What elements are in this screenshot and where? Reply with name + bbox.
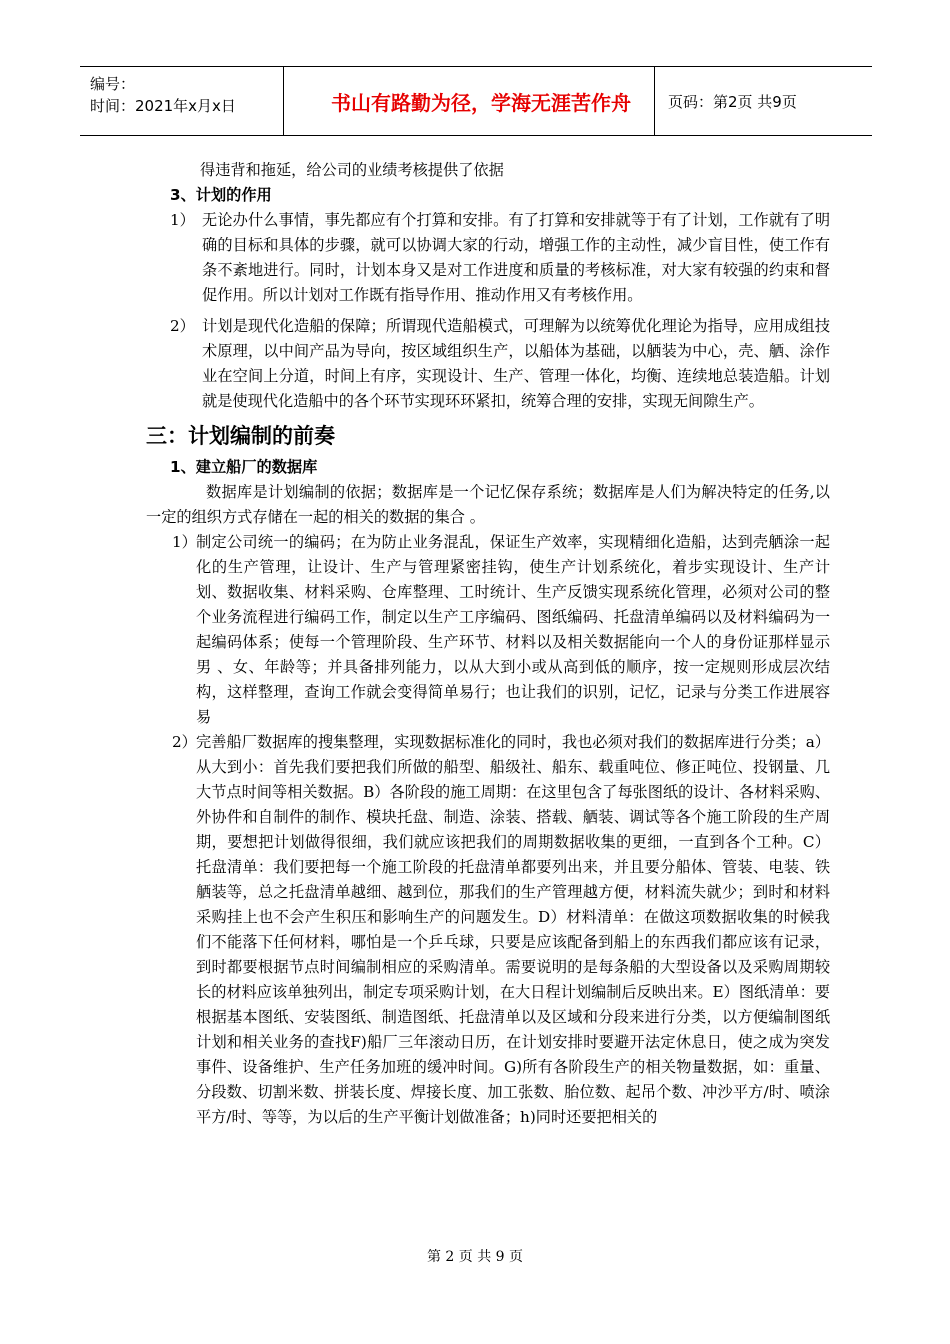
list-item-number: 2） xyxy=(172,733,197,751)
document-body xyxy=(140,158,830,1130)
document-number-label: 编号： xyxy=(90,75,136,93)
section-3-title: 3、计划的作用 xyxy=(170,186,272,204)
subsection-title: 1、建立船厂的数据库 xyxy=(170,458,318,476)
page-footer: 第 2 页 共 9 页 xyxy=(426,1249,524,1265)
continued-paragraph: 得违背和拖延，给公司的业绩考核提供了依据 xyxy=(200,161,504,179)
section-heading: 三：计划编制的前奏 xyxy=(146,424,335,448)
header-divider-right xyxy=(654,67,655,135)
list-item-text: 制定公司统一的编码；在为防止业务混乱，保证生产效率，实现精细化造船，达到壳舾涂一起化的生产管理，让设计、生产与管理紧密挂钩，使生产计划系统化，着步实现设计、生产计划、数据收集、材料采购、仓库整理、工时统计、生产反馈实现系统化管理，必须对公司的整个业务流程进行编码工作，制定以生产工序编码、图纸编码、托盘清单编码以及材料编码为一起编码体系；使每一个管理阶段、生产环节、材料以及相关数据能向一个人的身份证那样显示男 、女、年龄等；并具备排列能力，以从大到小或从高到低的顺序，按一定规则形成层次结构，这样整理，查询工作就会变得简单易行；也让我们的识别，记忆，记录与分类工作进展容易 xyxy=(196,533,830,726)
list-item-text: 计划是现代化造船的保障；所谓现代造船模式，可理解为以统筹优化理论为指导，应用成组技术原理，以中间产品为导向，按区域组织生产，以船体为基础，以舾装为中心，壳、舾、涂作业在空间上分道，时间上有序，实现设计、生产、管理一体化，均衡、连续地总装造船。计划就是使现代化造船中的各个环节实现环环紧扣，统筹合理的安排，实现无间隙生产。 xyxy=(202,317,830,410)
page-header xyxy=(80,66,872,136)
intro-paragraph: 数据库是计划编制的依据；数据库是一个记忆保存系统；数据库是人们为解决特定的任务,以一定的组织方式存储在一起的相关的数据的集合 。 xyxy=(146,483,830,526)
list-item xyxy=(140,208,830,308)
list-item-number: 1） xyxy=(172,533,197,551)
header-motto: 书山有路勤为径，学海无涯苦作舟 xyxy=(331,91,631,115)
list-item-number: 2） xyxy=(170,317,195,335)
header-meta xyxy=(90,73,236,117)
list-item xyxy=(140,314,830,414)
header-divider-left xyxy=(283,67,284,135)
header-page-info: 页码：第2页 共9页 xyxy=(668,93,797,111)
list-item-text: 无论办什么事情，事先都应有个打算和安排。有了打算和安排就等于有了计划，工作就有了明确的目标和具体的步骤，就可以协调大家的行动，增强工作的主动性，减少盲目性，使工作有条不紊地进行。同时，计划本身又是对工作进度和质量的考核标准，对大家有较强的约束和督促作用。所以计划对工作既有指导作用、推动作用又有考核作用。 xyxy=(202,211,830,304)
document-date: 时间：2021年x月x日 xyxy=(90,97,236,115)
list-item xyxy=(140,530,830,730)
list-item-number: 1） xyxy=(170,211,195,229)
list-item xyxy=(140,730,830,1130)
list-item-text: 完善船厂数据库的搜集整理，实现数据标准化的同时，我也必须对我们的数据库进行分类；a）从大到小：首先我们要把我们所做的船型、船级社、船东、载重吨位、修正吨位、投钢量、几大节点时间等相关数据。B）各阶段的施工周期：在这里包含了每张图纸的设计、各材料采购、外协件和自制件的制作、模块托盘、制造、涂装、搭载、舾装、调试等各个施工阶段的生产周期，要想把计划做得很细，我们就应该把我们的周期数据收集的更细，一直到各个工种。C）托盘清单：我们要把每一个施工阶段的托盘清单都要列出来，并且要分船体、管装、电装、铁舾装等，总之托盘清单越细、越到位，那我们的生产管理越方便，材料流失就少；到时和材料采购挂上也不会产生积压和影响生产的问题发生。D）材料清单：在做这项数据收集的时候我们不能落下任何材料，哪怕是一个乒乓球，只要是应该配备到船上的东西我们都应该有记录，到时都要根据节点时间编制相应的采购清单。需要说明的是每条船的大型设备以及采购周期较长的材料应该单独列出，制定专项采购计划，在大日程计划编制后反映出来。E）图纸清单：要根据基本图纸、安装图纸、制造图纸、托盘清单以及区域和分段来进行分类，以方便编制图纸计划和相关业务的查找F)船厂三年滚动日历，在计划安排时要避开法定休息日，使之成为突发事件、设备维护、生产任务加班的缓冲时间。G)所有各阶段生产的相关物量数据，如：重量、分段数、切割米数、拼装长度、焊接长度、加工张数、胎位数、起吊个数、冲沙平方/时、喷涂平方/时、等等，为以后的生产平衡计划做准备；h)同时还要把相关的 xyxy=(196,733,830,1126)
